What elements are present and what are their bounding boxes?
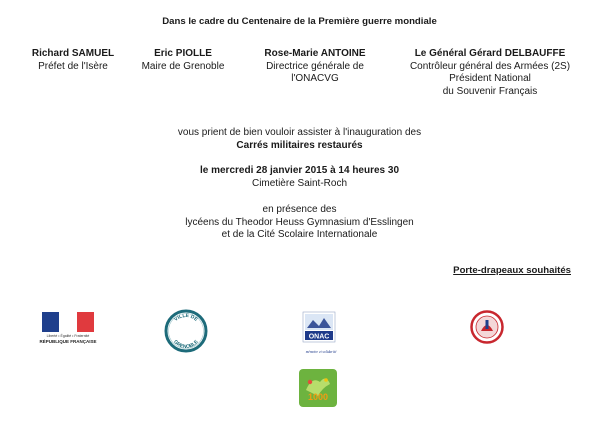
signatory-title: Directrice générale de — [266, 60, 364, 72]
presence-intro: en présence des — [262, 204, 337, 215]
republique-name: RÉPUBLIQUE FRANÇAISE — [39, 339, 97, 344]
invitation-intro: vous prient de bien vouloir assister à l'inauguration des — [177, 127, 422, 138]
flag-red-band — [77, 312, 94, 332]
souvenir-francais-logo — [470, 310, 504, 344]
flag-white-band — [59, 312, 76, 332]
ville-de-grenoble-logo — [164, 309, 208, 353]
grenoble-text-bottom: GRENOBLE — [172, 339, 200, 351]
mille-text: 1000 — [307, 392, 329, 402]
signatory-title: Président National — [449, 73, 531, 84]
signatory-onacvg — [245, 48, 385, 86]
event-details — [0, 165, 599, 190]
grenoble-text-top: VILLE DE — [173, 312, 199, 323]
signatory-name: Rose-Marie ANTOINE — [264, 48, 366, 59]
signatory-title: l'ONACVG — [291, 73, 339, 84]
presence-line: et de la Cité Scolaire Internationale — [221, 229, 378, 240]
signatory-maire — [128, 48, 238, 73]
signatory-name: Le Général Gérard DELBAUFFE — [414, 48, 566, 59]
mille-logo — [298, 368, 338, 408]
event-location: Cimetière Saint-Roch — [251, 177, 348, 189]
signatory-souvenir-francais — [395, 48, 585, 98]
flag-blue-band — [42, 312, 59, 332]
signatory-title: Contrôleur général des Armées (2S) — [409, 60, 571, 72]
tricolor-flag-icon — [42, 312, 94, 332]
invitation-subject: Carrés militaires restaurés — [236, 139, 363, 151]
onac-tagline: mémoire et solidarité — [305, 350, 337, 354]
republique-francaise-logo — [38, 312, 98, 352]
presence-line: lycéens du Theodor Heuss Gymnasium d'Esslingen — [185, 216, 414, 228]
signatory-title: Maire de Grenoble — [141, 60, 225, 72]
onac-logo — [297, 310, 352, 358]
signatory-title: Préfet de l'Isère — [38, 60, 108, 72]
republique-motto: Liberté • Égalité • Fraternité — [46, 334, 90, 338]
signatory-name: Eric PIOLLE — [154, 48, 212, 59]
onac-name: ONAC — [308, 333, 330, 341]
signatory-title: du Souvenir Français — [442, 85, 538, 97]
event-datetime: le mercredi 28 janvier 2015 à 14 heures 30 — [199, 165, 400, 176]
invitation-text — [0, 127, 599, 152]
signatory-prefet — [18, 48, 128, 73]
flags-note: Porte-drapeaux souhaités — [453, 265, 571, 276]
signatory-name: Richard SAMUEL — [31, 48, 115, 59]
presence-text — [0, 204, 599, 242]
event-header: Dans le cadre du Centenaire de la Première guerre mondiale — [162, 16, 437, 27]
